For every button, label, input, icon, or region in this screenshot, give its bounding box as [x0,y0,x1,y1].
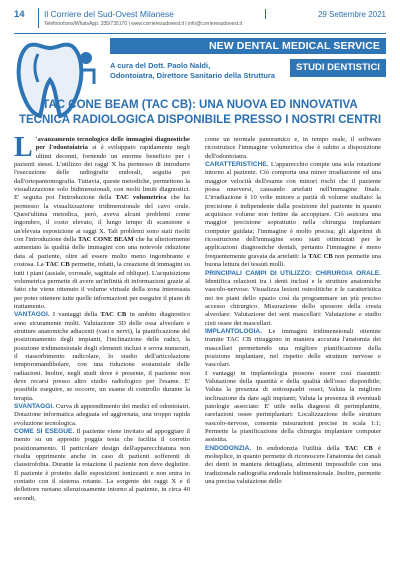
body-text: permette, infatti, la creazione di immagini su tutti i piani (assiale, coronale, sagittale ed oblique). L'acquisizione volumetrica permette di avere un'infinità di informazioni grazie al fatto che viene ottenuto il volume virtuale della zona interessata per poter ottenere tutte quelle informazioni per eseguire il piano di trattamento. [14,261,190,310]
article-title [14,98,386,128]
intro-lead: 'avanzamento tecnologico delle immagini diagnostiche per l'odontoiatria [35,136,190,152]
section-heading: VANTAGGI. [14,311,50,319]
body-text: si è sviluppato rapidamente negli ultimi decenni, fornendo un enorme beneficio per i pazienti stessi. L'utilizzo dei raggi X ha permesso di introdurre l'esecuzione delle radiografie endorali, seguita poi dall'ortopantomografia. Tuttavia, queste metodiche, permettono la visualizzazione solo bidimensionali, con molti limiti diagnostici. E' seguita poi l'introduzione della [14,144,191,202]
section-label-box [290,59,386,77]
section-heading: IMPLANTOLOGIA. [205,327,263,335]
article-paragraph [14,132,191,311]
body-bold: TAC CB [308,252,333,260]
body-text: Le immagini tridimensionali ottenute tramite TAC CB ritraggono in maniera accurata l'anatomia dei mascellari permettendo una migliore pianificazione della posizione implantare, nel rispetto delle strutture nervose e vascolari. [205,327,381,369]
header-divider [38,8,39,28]
article-column-left [14,132,191,503]
body-bold: TAC volumetrica [115,194,167,202]
article-paragraph: come un normale panoramico e, in tempo reale, il software ricostruisce l'immagine volumetrica che è subito a disposizione dell'odontoiatra. [205,136,381,160]
author-name: A cura del Dott. Paolo Naldi, [110,61,211,70]
body-text: Il paziente viene invitato ad appoggiare il mento su un apposito poggia testa che facilita il corretto posizionamento. Il particolare design dell'apparecchiatura non risulta opprimente anche in caso di pazienti sofferenti di claustrofobia. Durante la rotazione il paziente non deve deglutire. Il paziente è protetto dalle esposizioni ionizzanti e non entra in contatto con il sistema rotante. La sorgente dei raggi X e il deflettore ruotano silenziosamente intorno al paziente, in circa 40 secondi, [14,428,190,502]
body-text: è molteplice, in quanto permette di riconoscere l'anatomia dei canali dei denti in maniera dettagliata, altrimenti impossibile con una tradizionale radiografia endorale bidimensionale. Inoltre, permette una precisa valutazione dello [205,444,381,486]
body-text: che ha ulteriormente aumentato la qualità delle immagini con una notevole riduzione data al paziente, oltre ad essere molto meno ingombrante e costosa. La [14,236,190,269]
body-text: che ha permesso la visualizzazione tridimensionale del cavo orale. Quest'ultima metodica, però, aveva alcuni problemi come ingombro, il costo elevato, il lungo tempo di scansione e un'elevata esposizione ai raggi X. Tali problemi sono stati risolti con l'introduzione della [14,194,190,244]
article-paragraph [205,445,381,487]
header-divider [265,9,266,19]
author-credit [110,61,275,81]
title-line: TAC CONE BEAM (TAC CB): UNA NUOVA ED INNOVATIVA [42,99,358,111]
article-paragraph [14,403,190,428]
section-heading: PRINCIPALI CAMPI DI UTILIZZO: CHIRURGIA ORALE. [205,269,381,277]
article-paragraph [14,311,190,403]
page-header [0,0,400,34]
section-heading: COME SI ESEGUE. [14,428,75,436]
article-paragraph: I vantaggi in implantologia possono essere così riassunti: Valutazione della quantità e della qualità dell'osso disponibile; Valuta la presenza di sottosquadri ossei; Valuta la migliore inclinazione da dare agli impianti; Valuta la presenza di eventuali patologie associate: E' utile nella diagnosi di perimplantite, rarefazioni ossee perimplantari: Localizzazione delle strutture vascolo-nervose, consente misurazioni precise in scala 1:1; Permette la pianificazione della chirurgia implantare computer assistita. [205,369,381,444]
section-heading: ENDODONZIA. [205,444,252,452]
author-role: Odontoiatra, Direttore Sanitario della Struttura [110,71,276,80]
body-bold: TAC CB [100,311,127,319]
section-label: STUDI DENTISTICI [296,62,380,73]
body-text: L'apparecchio compie una sola rotazione intorno al paziente. Ciò comporta una minor irradiazione ed una maggior velocità dell'esame con minori rischi che il paziente possa muoversi, causando artefatti nell'immagine finale. L'irradiazione è 10 volte minore a parità di volume studiato: la precisione è indipendente dalla posizione del paziente in quanto acquisisce volume non fettine da accoppiare. Ciò assicura una maggior precisione soprattutto nella chirurgia implantare computer guidata; l'immagine è molto precisa; gli algoritmi di ricostruzione dell'immagine sono stati ottimizzati per le applicazioni diagnostiche dentali, pertanto l'immagine è meno frequentemente gravata da artefatti: la [205,161,381,260]
body-text: I vantaggi della [49,311,101,319]
issue-date: 29 Settembre 2021 [317,10,386,19]
body-bold: TAC CB [45,261,70,269]
section-heading: CARATTERISTICHE. [205,161,269,169]
body-text: non permette una buona lettura dei tessuti molli. [205,252,382,269]
body-text: Identifica relazioni tra i denti inclusi e le strutture anatomiche vascolo-nervose. Visualizza lesioni osteolitiche e le caratteristica nei tre piani dello spazio così da programmare un più preciso accesso chirurgico. Misurazione dello spessore della cresta alveolare: Valutazione dei seni mascellari: Valutazione e studio cisti ossee dei mascellari. [205,277,381,327]
body-text: In endodonzia l'utilità della [251,444,345,452]
article-paragraph [14,428,190,503]
service-title: NEW DENTAL MEDICAL SERVICE [208,40,380,52]
page-number: 14 [14,9,25,20]
article-paragraph [205,270,381,328]
header-rule [14,33,386,34]
body-text: Curva di apprendimento dei medici ed odontoiatri. Dotazione informatica adeguata ed aggiornata, una troppo rapida evoluzione tecnologica. [14,403,190,427]
drop-cap: L [14,132,33,163]
article-paragraph [205,328,381,370]
title-line: TECNICA RADIOLOGICA DISPONIBILE PRESSO I NOSTRI CENTRI [18,114,382,126]
article-column-right [205,136,381,486]
contact-info: Telefono/sms/WhatsApp: 335/735170 | www.corrieresudovest.it | info@corrieresudovest.it [44,21,243,27]
body-text: in ambito diagnostico sono sicuramente molti. Valutazione 3D delle ossa alveolare e strutture anatomiche adiacenti (vasi e nervi), la pianificazione del posizionamento degli impianti, l'inclinazione delle radici, la posizione tridimensionale degli elementi inclusi e sovra numerari, il riassorbimento radicolare, lo studio dell'articolazione temporomandibolare, con una riduzione sostanziale delle radiazioni. Inoltre, negli studi dove è presente, il paziente non deve recarsi presso altro studio radiologico per l'esame. E' possibile eseguire, se occorre, un esame di controllo durante la terapia. [14,311,190,402]
newspaper-name: Il Corriere del Sud-Ovest Milanese [44,9,174,19]
article-paragraph [205,161,381,269]
body-bold: TAC CB [344,444,373,452]
service-title-bar [110,38,386,54]
section-heading: SVANTAGGI. [14,403,55,410]
body-bold: TAC CONE BEAM [77,236,134,244]
